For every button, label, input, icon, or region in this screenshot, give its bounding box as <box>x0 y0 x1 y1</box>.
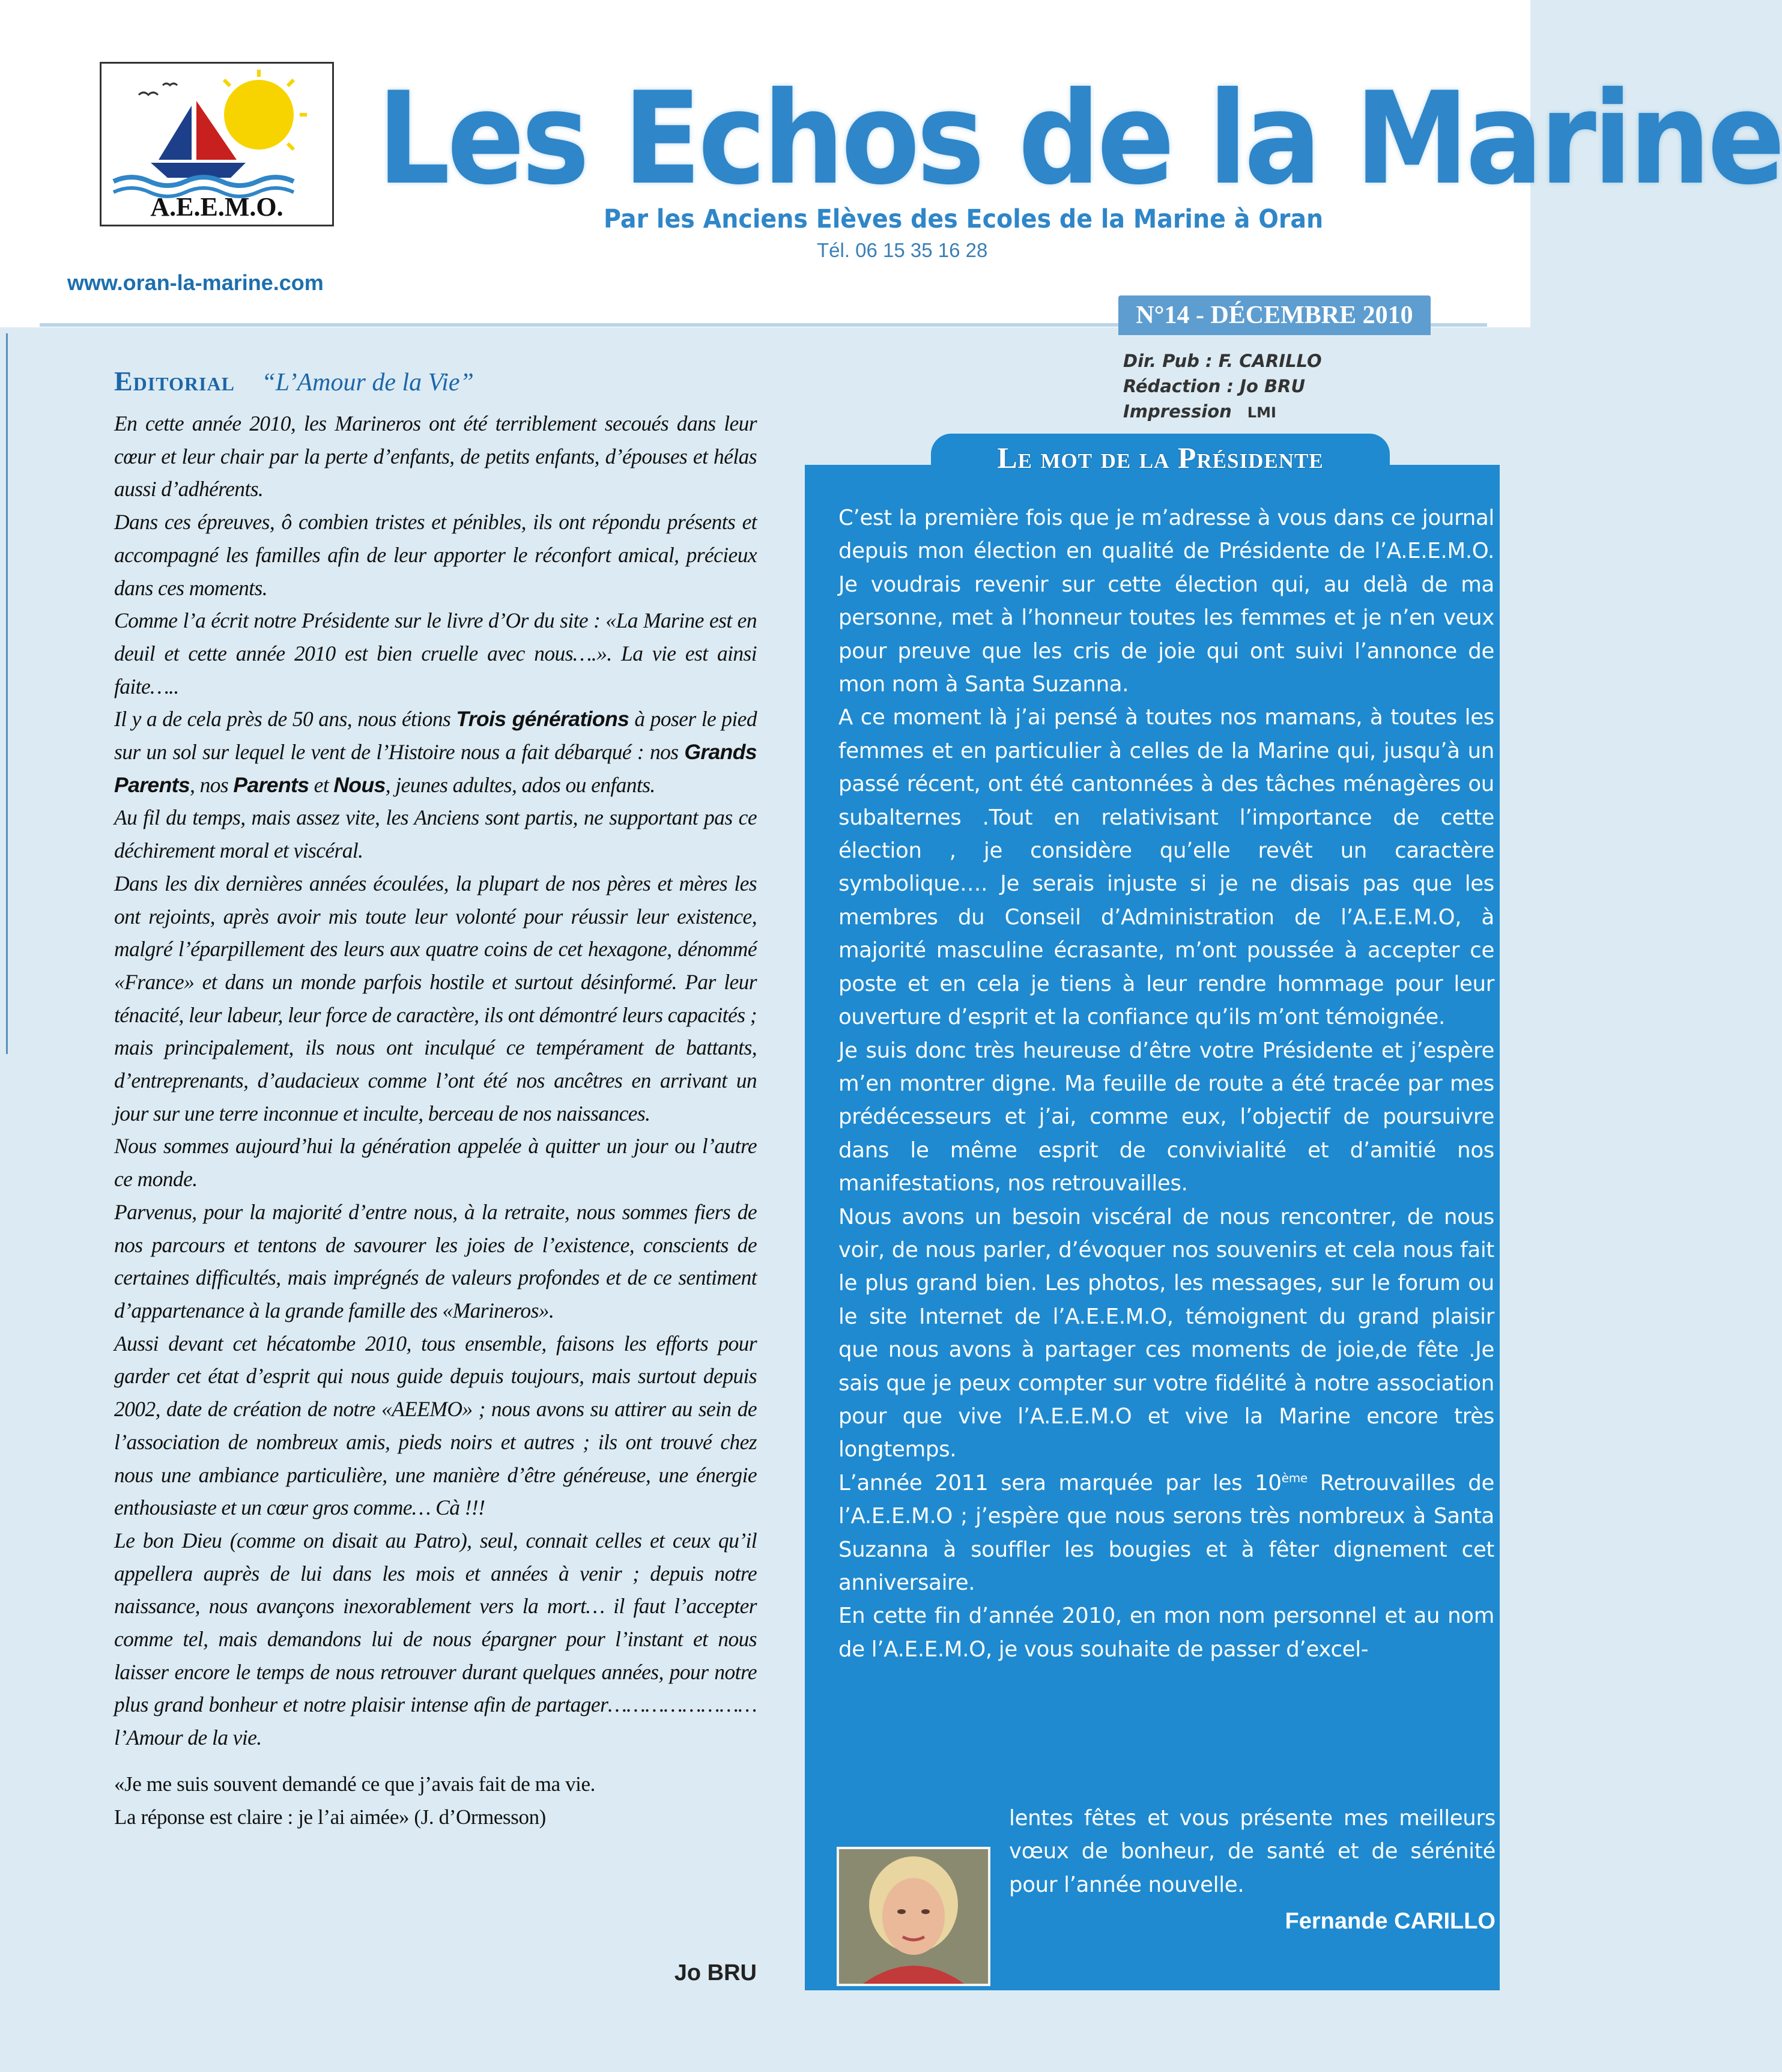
printer-logo: LMI <box>1247 404 1276 421</box>
credit-impression <box>1123 399 1375 425</box>
text-run: , nos <box>190 772 234 797</box>
president-body <box>838 501 1494 1823</box>
president-portrait-photo <box>837 1847 990 1986</box>
president-paragraph: Je suis donc très heureuse d’être votre Présidente et j’espère m’en montrer digne. Ma feuille de route a été tracée par mes prédécesseurs et j’ai, comme eux, l’objectif de poursuivre dans le même esprit de convivialité et d’amitié nos manifestations, nos retrouvailles. <box>838 1038 1494 1196</box>
masthead-title: Les Echos de la Marine <box>377 64 1782 213</box>
logo-caption: A.E.E.M.O. <box>150 192 283 222</box>
president-paragraph: C’est la première fois que je m’adresse à vous dans ce journal depuis mon élection en qualité de Présidente de l’A.E.E.M.O. Je voudrais revenir sur cette élection qui, au delà de ma personne, met à l’honneur toutes les femmes et je n’en veux pour preuve que les cris de joie qui ont suivi l’annonce de mon nom à Santa Suzanna. <box>838 506 1494 697</box>
text-run: à poser le pied sur un sol sur lequel le vent de l’Histoire nous a fait débarqué : nos <box>114 707 757 765</box>
emphasis-grandparents: Grands Parents <box>114 740 757 797</box>
editorial-paragraph: En cette année 2010, les Marineros ont été terriblement secoués dans leur cœur et leur chair par la perte d’enfants, de petits enfants, d’épouses et hélas aussi d’adhérents. <box>114 411 757 501</box>
left-margin-rule <box>0 333 8 1054</box>
ormesson-quote <box>114 1768 757 1834</box>
editorial-column <box>114 365 757 2047</box>
text-run: L’année 2011 sera marquée par les 10 <box>838 1470 1282 1495</box>
ordinal-suffix: ème <box>1281 1470 1308 1485</box>
editorial-paragraph: Comme l’a écrit notre Présidente sur le livre d’Or du site : «La Marine est en deuil et cette année 2010 est bien cruelle avec nous….». La vie est ainsi faite….. <box>114 608 757 698</box>
emphasis-parents: Parents <box>233 772 309 797</box>
editorial-paragraph: Le bon Dieu (comme on disait au Patro), seul, connait celles et ceux qu’il appellera auprès de lui dans les mois et années à venir ; depuis notre naissance, nous avançons inexorablement vers la mort… il faut l’accepter comme tel, mais demandons lui de nous épargner pour l’instant et nous laisser encore le temps de nous retrouver durant quelques années, pour notre plus grand bonheur et notre plaisir intense afin de partager…………………… l’Amour de la vie. <box>114 1528 757 1750</box>
credits-block <box>1123 348 1375 425</box>
president-closing: En cette fin d’année 2010, en mon nom personnel et au nom de l’A.E.E.M.O, je vous souhaite de passer d’excel- <box>838 1604 1494 1662</box>
editorial-signature: Jo BRU <box>674 1960 757 1986</box>
editorial-paragraph-generations <box>114 703 757 801</box>
editorial-paragraph: Aussi devant cet hécatombe 2010, tous ensemble, faisons les efforts pour garder cet état d’esprit qui nous guide depuis toujours, mais surtout depuis 2002, date de création de notre «AEEMO» ; nous avons su attirer au sein de l’association de nombreux amis, pieds noirs et autres ; ils ont trouvé chez nous une ambiance particulière, une manière d’être généreuse, une énergie enthousiaste et un cœur gros comme… Cà !!! <box>114 1331 757 1520</box>
editorial-quote-title: “L’Amour de la Vie” <box>261 369 474 396</box>
text-run: Retrouvailles de l’A.E.E.M.O ; j’espère que nous serons très nombreux à Santa Suzanna à souffler les bougies et à fêter dignement cet anniversaire. <box>838 1470 1494 1595</box>
credit-impression-label: Impression <box>1123 401 1232 422</box>
issue-number-tab: N°14 - DÉCEMBRE 2010 <box>1118 295 1431 335</box>
emphasis-nous: Nous <box>333 772 386 797</box>
credit-dir-pub: Dir. Pub : F. CARILLO <box>1123 351 1322 371</box>
editorial-paragraph: Dans ces épreuves, ô combien tristes et pénibles, ils ont répondu présents et accompagné les familles afin de leur apporter le réconfort amical, précieux dans ces moments. <box>114 510 757 600</box>
portrait-image <box>839 1849 988 1984</box>
president-paragraph: A ce moment là j’ai pensé à toutes nos mamans, à toutes les femmes et en particulier à celles de la Marine qui, jusqu’à un passé récent, ont été cantonnées à des tâches ménagères ou subalternes .Tout en relativisant l’importance de cette élection , je considère qu’elle revêt un caractère symbolique…. Je serais injuste si je ne disais pas que les membres du Conseil d’Administration de l’A.E.E.M.O, à majorité masculine écrasante, m’ont poussée à accepter ce poste et en cela je tiens à leur rendre hommage pour leur ouverture d’esprit et la confiance qu’ils m’ont témoignée. <box>838 705 1494 1030</box>
president-closing-continued: lentes fêtes et vous présente mes meilleurs vœux de bonheur, de santé et de sérénité pour l’année nouvelle. <box>1009 1806 1496 1897</box>
text-run: et <box>309 772 334 797</box>
quote-line: La réponse est claire : je l’ai aimée» (J. d’Ormesson) <box>114 1805 546 1829</box>
association-logo <box>100 62 334 226</box>
president-title: Le mot de la Présidente <box>997 441 1324 474</box>
text-run: , jeunes adultes, ados ou enfants. <box>385 772 655 797</box>
editorial-body <box>114 407 757 1754</box>
emphasis-three-generations: Trois générations <box>456 707 629 732</box>
president-paragraph: Nous avons un besoin viscéral de nous rencontrer, de nous voir, de nous parler, d’évoquer nos souvenirs et cela nous fait le plus grand bien. Les photos, les messages, sur le forum ou le site Internet de l’A.E.E.M.O, témoignent du grand plaisir que nous avons à partager ces moments de joie,de fête .Je sais que je peux compter sur votre fidélité à notre association pour que vive l’A.E.E.M.O et vive la Marine encore très longtemps. <box>838 1204 1494 1462</box>
phone-number: Tél. 06 15 35 16 28 <box>817 239 988 261</box>
editorial-paragraph: Nous sommes aujourd’hui la génération appelée à quitter un jour ou l’autre ce monde. <box>114 1134 757 1192</box>
president-signature: Fernande CARILLO <box>1285 1909 1496 1934</box>
editorial-paragraph: Dans les dix dernières années écoulées, la plupart de nos pères et mères les ont rejoints, après avoir mis toute leur volonté pour réussir leur existence, malgré l’éparpillement des leurs aux quatre coins de cet hexagone, dénommé «France» et dans un monde parfois hostile et surtout désinformé. Par leur ténacité, leur labeur, leur force de caractère, ils ont démontré leurs capacités ; mais principalement, ils nous ont inculqué ce tempérament de battants, d’entreprenants, d’audacieux comme l’ont été nos ancêtres en arrivant un jour sur une terre inconnue et inculte, berceau de nos naissances. <box>114 871 757 1125</box>
editorial-paragraph: Au fil du temps, mais assez vite, les Anciens sont partis, ne supportant pas ce déchirement moral et viscéral. <box>114 805 757 863</box>
credit-redaction: Rédaction : Jo BRU <box>1123 376 1306 396</box>
editorial-heading <box>114 365 757 407</box>
quote-line: «Je me suis souvent demandé ce que j’avais fait de ma vie. <box>114 1772 595 1796</box>
editorial-title: Editorial <box>114 366 235 396</box>
website-link[interactable]: www.oran-la-marine.com <box>67 270 324 295</box>
masthead-subtitle: Par les Anciens Elèves des Ecoles de la Marine à Oran <box>604 204 1324 234</box>
editorial-paragraph: Parvenus, pour la majorité d’entre nous, à la retraite, nous sommes fiers de nos parcours et tentons de savourer les joies de l’existence, conscients de certaines difficultés, mais imprégnés de valeurs profondes et de ce sentiment d’appartenance à la grande famille des «Marineros». <box>114 1199 757 1322</box>
president-closing-continued-block <box>1009 1802 1496 1901</box>
president-paragraph-retrouvailles <box>838 1467 1494 1600</box>
text-run: Il y a de cela près de 50 ans, nous étions <box>114 707 456 732</box>
